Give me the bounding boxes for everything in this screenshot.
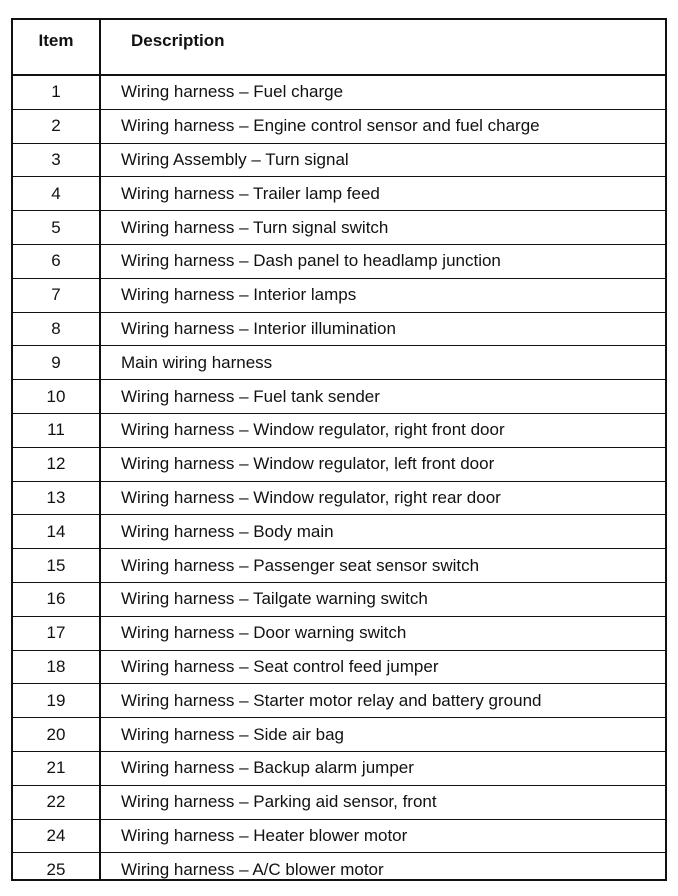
- item-number: 4: [51, 183, 61, 203]
- table-row: [13, 853, 665, 887]
- item-number: 1: [51, 82, 61, 102]
- item-number: 16: [46, 589, 66, 609]
- item-description: Wiring harness – Door warning switch: [121, 623, 407, 643]
- table-row: [13, 651, 665, 685]
- item-description: Wiring harness – Window regulator, right rear door: [121, 487, 501, 507]
- item-number: 17: [46, 623, 66, 643]
- item-number: 25: [46, 860, 66, 880]
- item-description: Wiring harness – Dash panel to headlamp junction: [121, 251, 501, 271]
- item-description: Wiring harness – Heater blower motor: [121, 825, 408, 845]
- item-description: Wiring harness – Window regulator, left front door: [121, 454, 495, 474]
- table-row: [13, 583, 665, 617]
- item-description: Wiring harness – Window regulator, right front door: [121, 420, 505, 440]
- item-number: 5: [51, 217, 61, 237]
- table-row: [13, 752, 665, 786]
- table-body: [13, 76, 665, 887]
- item-description: Wiring harness – Parking aid sensor, front: [121, 792, 437, 812]
- item-number: 10: [46, 386, 66, 406]
- table-row: [13, 515, 665, 549]
- header-item: Item: [38, 31, 74, 50]
- table-row: [13, 76, 665, 110]
- item-number: 14: [46, 521, 66, 541]
- header-description: Description: [131, 31, 225, 50]
- item-number: 8: [51, 318, 61, 338]
- table-row: [13, 684, 665, 718]
- item-description: Wiring Assembly – Turn signal: [121, 149, 349, 169]
- table-row: [13, 380, 665, 414]
- table-row: [13, 549, 665, 583]
- table-row: [13, 414, 665, 448]
- table-row: [13, 718, 665, 752]
- table-row: [13, 346, 665, 380]
- table-row: [13, 617, 665, 651]
- item-number: 9: [51, 352, 61, 372]
- item-description: Wiring harness – Backup alarm jumper: [121, 758, 414, 778]
- item-number: 7: [51, 285, 61, 305]
- table-row: [13, 313, 665, 347]
- item-number: 18: [46, 656, 66, 676]
- item-description: Wiring harness – Trailer lamp feed: [121, 183, 380, 203]
- item-description: Wiring harness – Interior illumination: [121, 318, 396, 338]
- table-row: [13, 448, 665, 482]
- table-row: [13, 144, 665, 178]
- item-description: Wiring harness – Fuel tank sender: [121, 386, 380, 406]
- table-row: [13, 245, 665, 279]
- item-description: Wiring harness – Seat control feed jumper: [121, 656, 439, 676]
- table-row: [13, 279, 665, 313]
- item-number: 19: [46, 690, 66, 710]
- item-description: Main wiring harness: [121, 352, 273, 372]
- table-header: [13, 20, 665, 76]
- item-description: Wiring harness – Engine control sensor and fuel charge: [121, 116, 540, 136]
- item-number: 22: [46, 792, 66, 812]
- item-number: 13: [46, 487, 66, 507]
- item-number: 6: [51, 251, 61, 271]
- item-description: Wiring harness – Interior lamps: [121, 285, 357, 305]
- item-description: Wiring harness – Passenger seat sensor switch: [121, 555, 480, 575]
- item-description: Wiring harness – Tailgate warning switch: [121, 589, 428, 609]
- item-description: Wiring harness – Starter motor relay and battery ground: [121, 690, 542, 710]
- item-description: Wiring harness – Fuel charge: [121, 82, 344, 102]
- table-row: [13, 211, 665, 245]
- table-row: [13, 482, 665, 516]
- table-row: [13, 820, 665, 854]
- table-row: [13, 786, 665, 820]
- item-number: 21: [46, 758, 66, 778]
- item-description: Wiring harness – A/C blower motor: [121, 860, 384, 880]
- item-number: 2: [51, 116, 61, 136]
- item-number: 3: [51, 149, 61, 169]
- item-number: 24: [46, 825, 66, 845]
- table-row: [13, 110, 665, 144]
- item-number: 11: [47, 420, 65, 440]
- parts-table: [11, 18, 667, 881]
- item-description: Wiring harness – Side air bag: [121, 724, 345, 744]
- item-description: Wiring harness – Turn signal switch: [121, 217, 389, 237]
- item-description: Wiring harness – Body main: [121, 521, 334, 541]
- table-row: [13, 177, 665, 211]
- item-number: 15: [46, 555, 66, 575]
- item-number: 12: [46, 454, 66, 474]
- item-number: 20: [46, 724, 66, 744]
